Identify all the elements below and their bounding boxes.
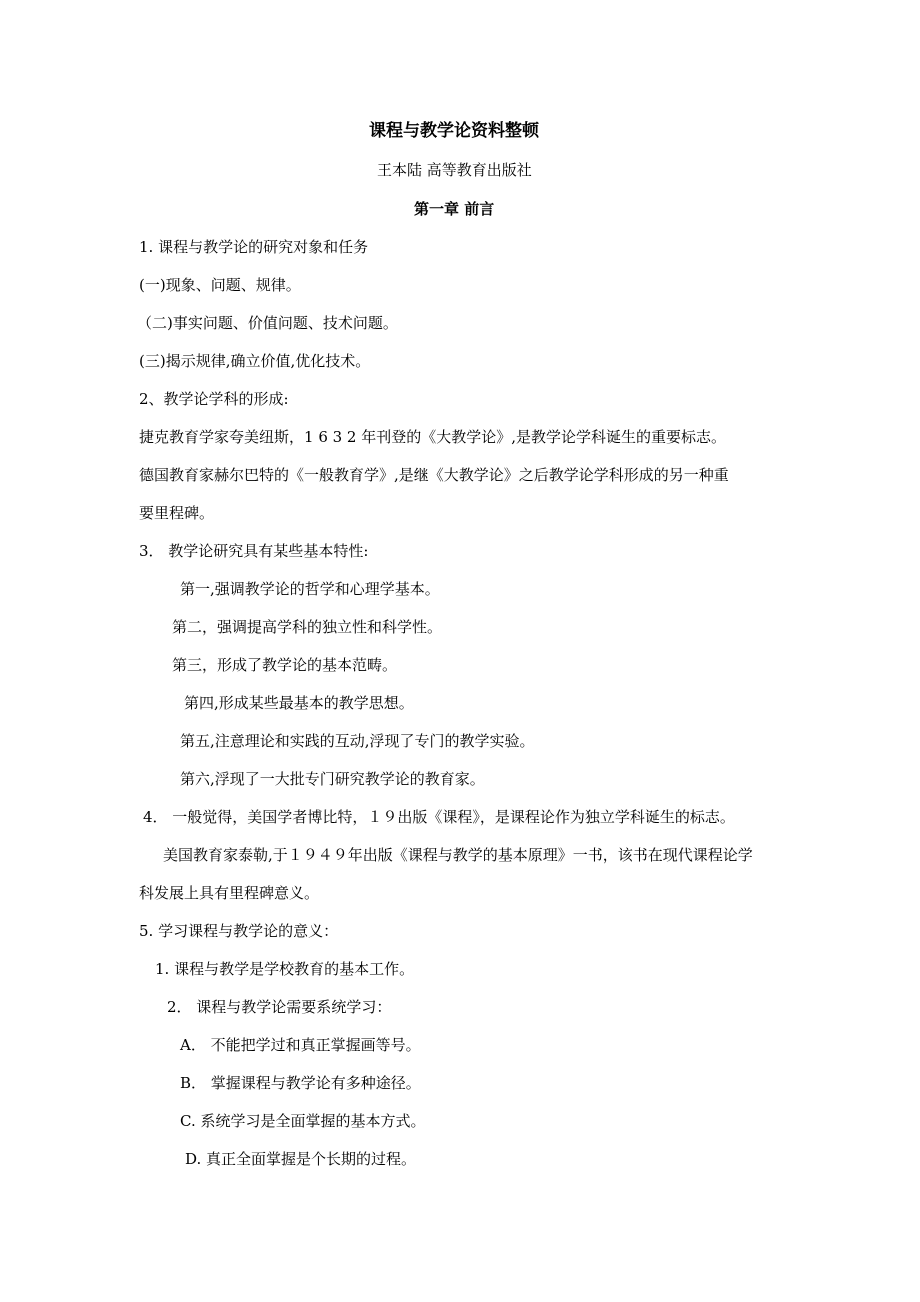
section-2-para-2-line-2: 要里程碑。 — [139, 504, 215, 522]
section-3-item-5: 第五,注意理论和实践的互动,浮现了专门的教学实验。 — [180, 732, 535, 750]
section-3-item-2: 第二，强调提高学科的独立性和科学性。 — [172, 618, 443, 636]
section-5-item-2: 2． 课程与教学论需要系统学习： — [167, 998, 392, 1016]
section-1-heading: 1. 课程与教学论的研究对象和任务 — [139, 238, 369, 256]
author-publisher: 王本陆 高等教育出版社 — [377, 161, 532, 179]
section-2-para-1: 捷克教育学家夸美纽斯，1 6 3 2 年刊登的《大教学论》,是教学论学科诞生的重要标志。 — [139, 428, 727, 446]
section-5-item-1: 1. 课程与教学是学校教育的基本工作。 — [155, 960, 415, 978]
section-1-item-1: (一)现象、问题、规律。 — [139, 276, 301, 294]
section-5-item-2-a: A． 不能把学过和真正掌握画等号。 — [180, 1036, 421, 1054]
section-3-item-6: 第六,浮现了一大批专门研究教学论的教育家。 — [180, 770, 485, 788]
section-4-para-2-line-1: 美国教育家泰勒,于１９４９年出版《课程与教学的基本原理》一书，该书在现代课程论学 — [163, 846, 753, 864]
section-5-heading: 5. 学习课程与教学论的意义： — [139, 922, 339, 940]
section-3-item-4: 第四,形成某些最基本的教学思想。 — [184, 694, 414, 712]
section-4-para-1: 4． 一般觉得，美国学者博比特，１９出版《课程》，是课程论作为独立学科诞生的标志。 — [143, 808, 735, 826]
section-3-heading: 3． 教学论研究具有某些基本特性: — [139, 542, 369, 560]
section-1-item-3: (三)揭示规律,确立价值,优化技术。 — [139, 352, 371, 370]
document-title: 课程与教学论资料整顿 — [369, 121, 539, 141]
section-3-item-3: 第三，形成了教学论的基本范畴。 — [172, 656, 398, 674]
section-3-item-1: 第一,强调教学论的哲学和心理学基本。 — [180, 580, 440, 598]
chapter-heading: 第一章 前言 — [414, 200, 495, 218]
section-2-para-2-line-1: 德国教育家赫尔巴特的《一般教育学》,是继《大教学论》之后教学论学科形成的另一种重 — [139, 466, 729, 484]
section-5-item-2-d: D. 真正全面掌握是个长期的过程。 — [185, 1150, 417, 1168]
section-2-heading: 2、教学论学科的形成: — [139, 390, 289, 408]
section-1-item-2: （二)事实问题、价值问题、技术问题。 — [137, 314, 398, 332]
section-4-para-2-line-2: 科发展上具有里程碑意义。 — [139, 884, 320, 902]
section-5-item-2-c: C. 系统学习是全面掌握的基本方式。 — [180, 1112, 426, 1130]
section-5-item-2-b: B． 掌握课程与教学论有多种途径。 — [180, 1074, 421, 1092]
